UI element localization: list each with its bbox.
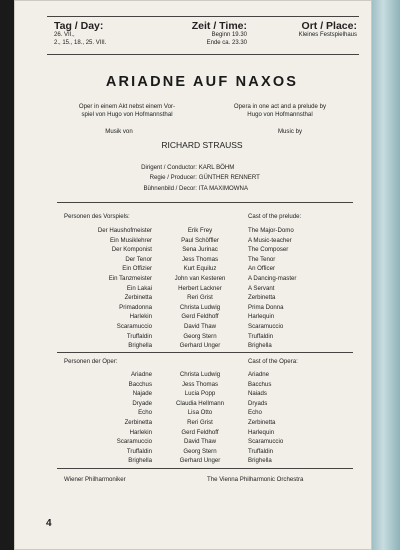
subtitle-en-line-1: Opera in one act and a prelude by: [233, 103, 327, 110]
role-german: Ein Tanzmeister: [108, 274, 152, 282]
page-number: 4: [46, 518, 52, 529]
cast-name: Kurt Equiluz: [183, 265, 217, 273]
role-german: Bacchus: [128, 380, 152, 388]
subtitle-german: [56, 103, 198, 119]
section-rule: [57, 202, 353, 203]
role-german: Harlekin: [129, 428, 152, 436]
role-english: Echo: [248, 409, 262, 417]
role-english: Prima Donna: [248, 303, 284, 311]
cast-name: David Thaw: [183, 438, 217, 446]
date-line-2: 2., 15., 18., 25. VIII.: [54, 39, 107, 46]
role-german: Der Haushofmeister: [97, 227, 152, 234]
orchestra-english: The Vienna Philharmonic Orchestra: [207, 476, 304, 483]
role-english: Bacchus: [248, 380, 272, 388]
role-english: A Servant: [248, 284, 275, 292]
prelude-heading-german: Personen des Vorspiels:: [64, 213, 130, 220]
role-german: Najade: [132, 390, 152, 398]
cast-name: Paul Schöffler: [181, 236, 219, 244]
credit-role: Regie / Producer:: [149, 174, 197, 182]
subtitle-de-line-1: Oper in einem Akt nebst einem Vor-: [78, 103, 176, 110]
role-english: Naiads: [248, 390, 267, 398]
music-by-english: Music by: [277, 128, 303, 135]
cast-name: Christa Ludwig: [179, 371, 221, 378]
opera-heading-english: Cast of the Opera:: [248, 358, 298, 365]
credit-producer: [106, 173, 336, 183]
prelude-roles-german: [60, 226, 152, 351]
place-block: [270, 20, 357, 40]
role-german: Truffaldin: [126, 447, 152, 455]
cast-name: David Thaw: [183, 322, 217, 330]
subtitle-english: [204, 103, 356, 119]
role-german: Brighella: [128, 457, 152, 465]
role-english: Harlequin: [248, 313, 275, 321]
role-german: Truffaldin: [126, 332, 152, 340]
prelude-cast: [160, 226, 240, 351]
role-german: Zerbinetta: [124, 418, 152, 426]
role-german: Ein Lakai: [126, 284, 152, 292]
opera-roles-english: [248, 370, 353, 466]
time-title: Zeit / Time:: [191, 20, 247, 32]
place-title: Ort / Place:: [301, 20, 357, 32]
credit-role: Dirigent / Conductor:: [141, 164, 197, 171]
role-german: Brighella: [128, 342, 152, 350]
date-block: [54, 20, 106, 47]
role-german: Echo: [138, 409, 152, 417]
credit-name: ITA MAXIMOWNA: [198, 184, 249, 192]
role-english: A Dancing-master: [248, 274, 297, 282]
role-english: Zerbinetta: [248, 294, 276, 302]
cast-name: Gerd Feldhoff: [181, 428, 219, 436]
role-english: The Composer: [248, 246, 289, 254]
role-german: Ein Musiklehrer: [110, 236, 152, 244]
opera-roles-german: [60, 370, 152, 466]
cast-name: Lucia Popp: [184, 390, 216, 398]
role-english: Harlequin: [248, 428, 275, 436]
cast-name: Claudia Hellmann: [175, 399, 225, 407]
prelude-heading-english: Cast of the prelude:: [248, 213, 302, 220]
section-rule: [57, 468, 353, 469]
cast-name: John van Kesteren: [174, 274, 226, 282]
role-english: Ariadne: [248, 371, 270, 378]
opera-title: ARIADNE AUF NAXOS: [105, 74, 299, 90]
cast-name: Gerhard Unger: [179, 457, 221, 465]
role-german: Ariadne: [130, 371, 152, 378]
role-english: Brighella: [248, 342, 272, 350]
role-german: Ein Offizier: [122, 265, 152, 273]
role-german: Dryade: [132, 399, 152, 407]
role-english: An Officer: [248, 265, 275, 273]
cast-name: Georg Stern: [183, 332, 217, 340]
cast-name: Gerhard Unger: [179, 342, 221, 350]
opera-cast: [160, 370, 240, 466]
cast-name: Georg Stern: [183, 447, 217, 455]
section-rule: [57, 352, 353, 353]
next-page-edge: [372, 0, 400, 550]
role-german: Harlekin: [129, 313, 152, 321]
role-english: Truffaldin: [248, 447, 274, 455]
credit-conductor: [106, 163, 336, 173]
role-english: A Music-teacher: [248, 236, 292, 244]
cast-name: Jess Thomas: [181, 380, 219, 388]
opera-heading-german: Personen der Oper:: [64, 358, 118, 365]
time-line-1: Beginn 19.30: [211, 32, 247, 38]
cast-name: Herbert Lackner: [178, 284, 222, 292]
role-english: Truffaldin: [248, 332, 274, 340]
cast-name: Erik Frey: [187, 227, 213, 234]
cast-name: Reri Grist: [187, 418, 213, 426]
role-english: Dryads: [248, 399, 268, 407]
role-english: The Tenor: [248, 255, 276, 263]
cast-name: Lisa Otto: [187, 409, 213, 417]
date-title: Tag / Day:: [54, 20, 104, 32]
credit-role: Bühnenbild / Decor:: [143, 184, 197, 192]
cast-name: Jess Thomas: [181, 255, 219, 263]
cast-name: Reri Grist: [187, 294, 213, 302]
place-line-1: Kleines Festspielhaus: [298, 32, 357, 38]
role-german: Der Komponist: [111, 246, 152, 254]
subtitle-en-line-2: Hugo von Hofmannsthal: [247, 111, 313, 118]
date-line-1: 26. VII.,: [54, 32, 75, 38]
orchestra-german: Wiener Philharmoniker: [64, 476, 126, 483]
credits: [106, 163, 336, 194]
credit-name: KARL BÖHM: [198, 164, 235, 171]
time-block: [177, 20, 247, 47]
role-german: Scaramuccio: [116, 322, 152, 330]
top-rule: [47, 16, 359, 17]
role-english: Scaramuccio: [248, 438, 284, 446]
role-english: Scaramuccio: [248, 322, 284, 330]
subtitle-de-line-2: spiel von Hugo von Hofmannsthal: [81, 111, 173, 118]
time-line-2: Ende ca. 23.30: [206, 39, 247, 46]
role-german: Zerbinetta: [124, 294, 152, 302]
role-english: Zerbinetta: [248, 418, 276, 426]
header-rule: [47, 54, 359, 55]
role-english: Brighella: [248, 457, 272, 465]
role-german: Scaramuccio: [116, 438, 152, 446]
role-german: Der Tenor: [125, 255, 152, 263]
cast-name: Gerd Feldhoff: [181, 313, 219, 321]
credit-name: GÜNTHER RENNERT: [198, 174, 260, 182]
credit-decor: [106, 184, 336, 194]
role-english: The Major-Domo: [248, 227, 294, 234]
composer: RICHARD STRAUSS: [161, 140, 243, 150]
cast-name: Christa Ludwig: [179, 303, 221, 311]
cast-name: Sena Jurinac: [182, 246, 218, 254]
role-german: Primadonna: [119, 303, 152, 311]
music-by-german: Musik von: [105, 128, 133, 135]
prelude-roles-english: [248, 226, 353, 351]
